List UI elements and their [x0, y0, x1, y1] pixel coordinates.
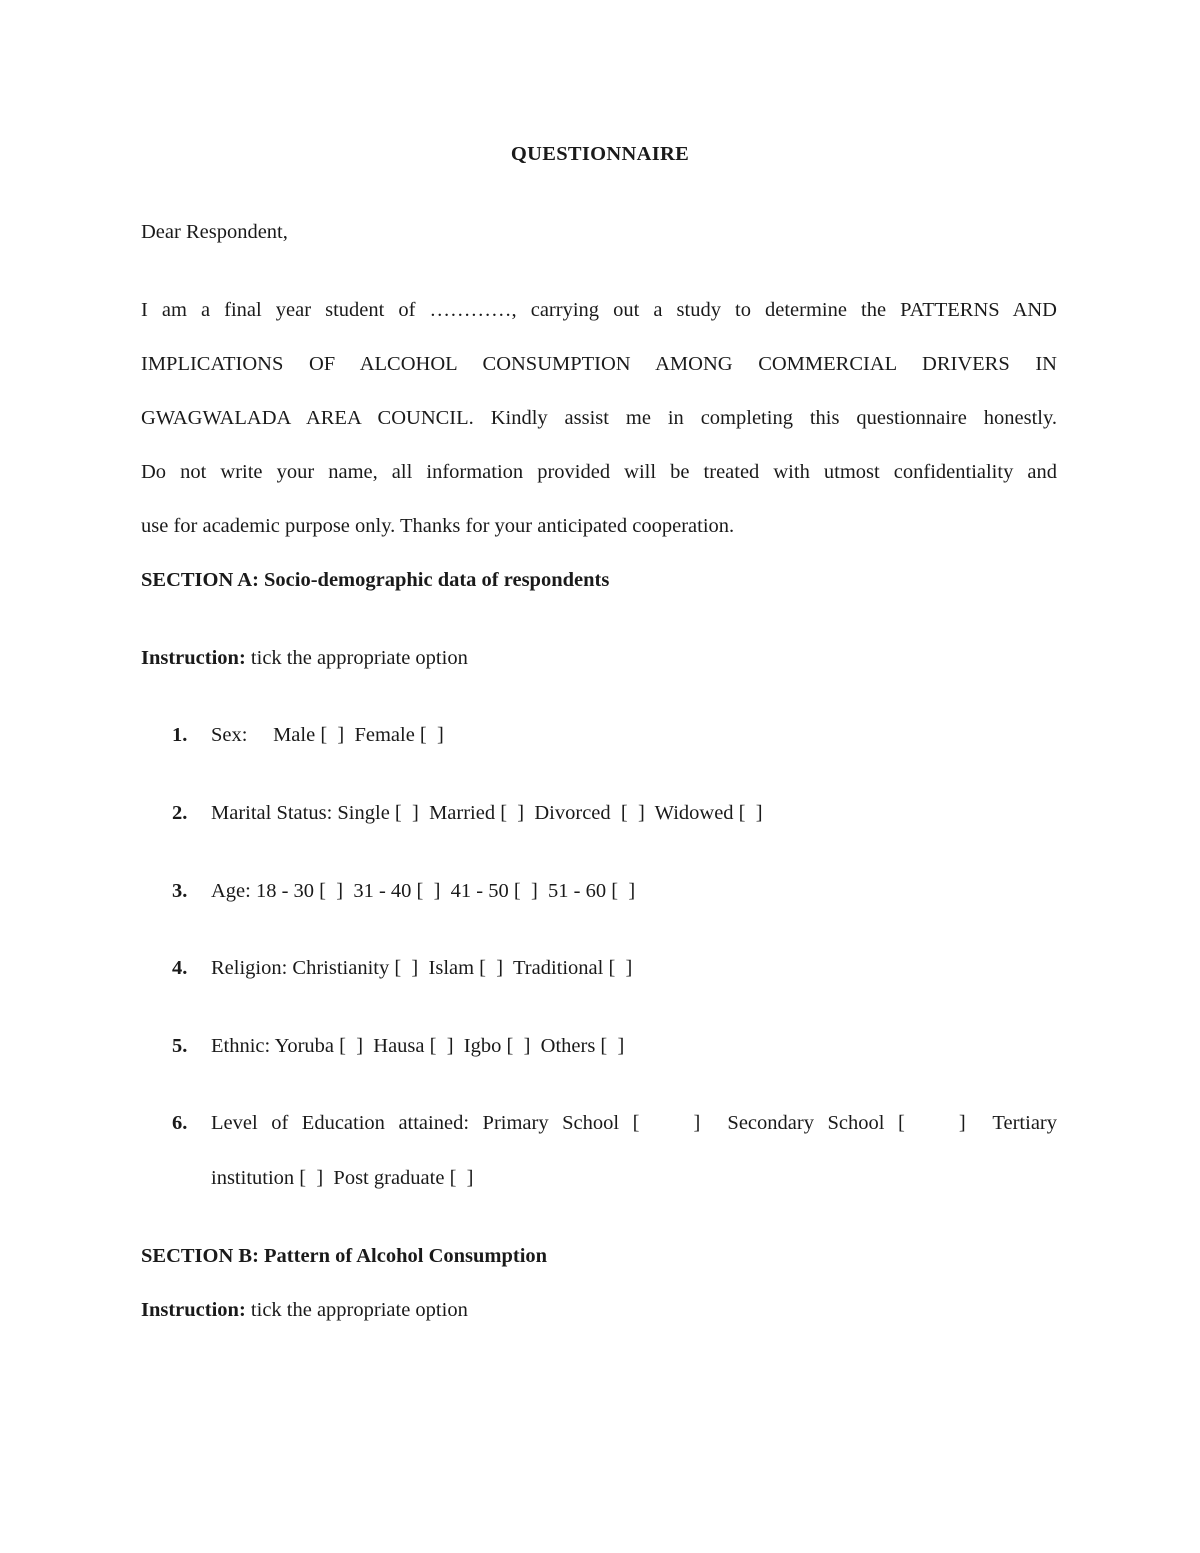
question-number: 6.: [172, 1112, 188, 1134]
question-ethnic: Ethnic: Yoruba [ ] Hausa [ ] Igbo [ ] Others [ ]: [211, 1035, 625, 1057]
question-sex: Sex: Male [ ] Female [ ]: [211, 724, 444, 746]
intro-line-1: I am a final year student of …………, carrying out a study to determine the PATTERNS AND: [141, 299, 1057, 321]
intro-line-5: use for academic purpose only. Thanks for your anticipated cooperation.: [141, 515, 735, 537]
section-a-instruction: [141, 647, 468, 670]
question-number: 2.: [172, 802, 188, 824]
question-education-line-1: Level of Education attained: Primary School [ ] Secondary School [ ] Tertiary: [211, 1112, 1057, 1134]
intro-line-4: Do not write your name, all information provided will be treated with utmost confidentiality and: [141, 461, 1057, 483]
question-number: 5.: [172, 1035, 188, 1057]
question-number: 3.: [172, 880, 188, 902]
question-religion: Religion: Christianity [ ] Islam [ ] Traditional [ ]: [211, 957, 633, 979]
section-b-heading: SECTION B: Pattern of Alcohol Consumption: [141, 1245, 548, 1267]
section-a-heading: SECTION A: Socio-demographic data of respondents: [141, 569, 610, 591]
instruction-text: tick the appropriate option: [245, 647, 468, 669]
instruction-label: Instruction:: [141, 647, 246, 669]
question-number: 4.: [172, 957, 188, 979]
salutation: Dear Respondent,: [141, 221, 288, 243]
question-education-line-2: institution [ ] Post graduate [ ]: [211, 1167, 474, 1189]
question-age: Age: 18 - 30 [ ] 31 - 40 [ ] 41 - 50 [ ] 51 - 60 [ ]: [211, 880, 636, 902]
instruction-label: Instruction:: [141, 1299, 246, 1321]
intro-line-3: GWAGWALADA AREA COUNCIL. Kindly assist me in completing this questionnaire honestly.: [141, 407, 1057, 429]
question-marital-status: Marital Status: Single [ ] Married [ ] Divorced [ ] Widowed [ ]: [211, 802, 763, 824]
intro-line-2: IMPLICATIONS OF ALCOHOL CONSUMPTION AMONG COMMERCIAL DRIVERS IN: [141, 353, 1057, 375]
instruction-text: tick the appropriate option: [245, 1299, 468, 1321]
page-title: QUESTIONNAIRE: [510, 143, 690, 165]
section-b-instruction: [141, 1299, 468, 1322]
question-number: 1.: [172, 724, 188, 746]
